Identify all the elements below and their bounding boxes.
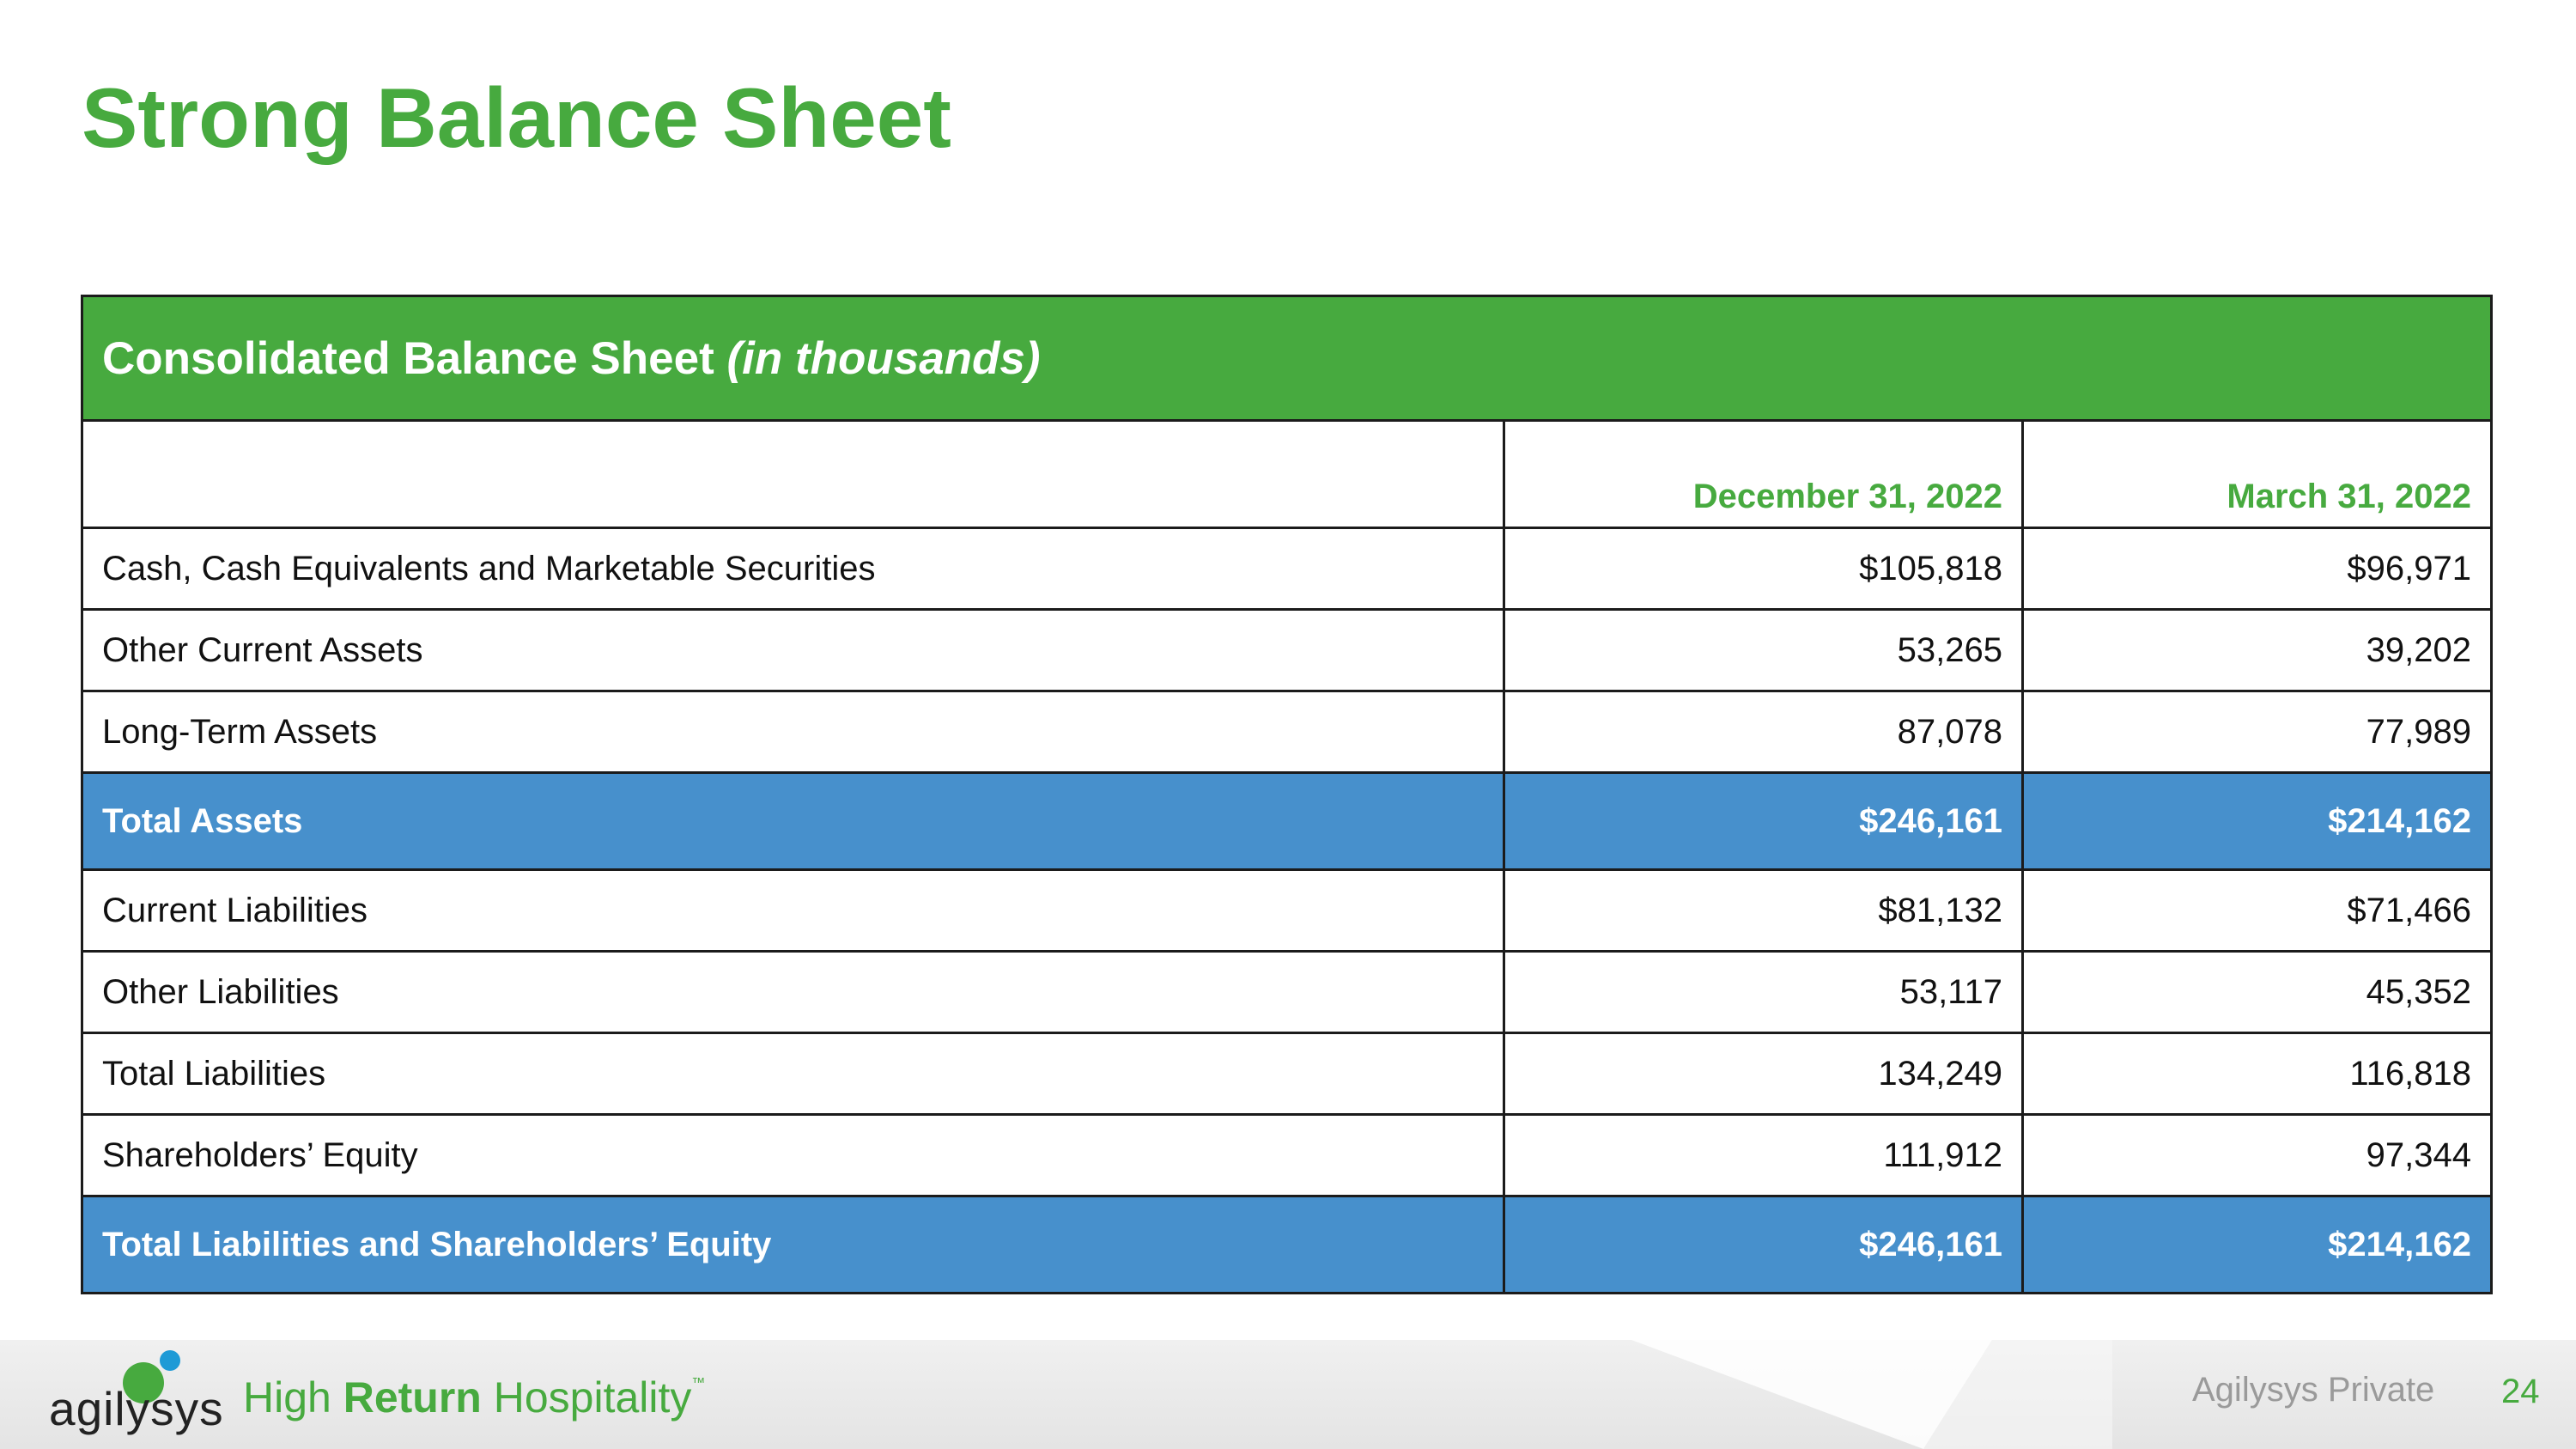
value-dec-2022: 53,265	[1504, 610, 2023, 691]
page-number: 24	[2501, 1373, 2540, 1410]
table-total-row	[82, 773, 2492, 870]
value-dec-2022: 134,249	[1504, 1033, 2023, 1115]
value-mar-2022: $214,162	[2023, 773, 2492, 870]
page-title: Strong Balance Sheet	[82, 70, 951, 165]
row-label: Other Current Assets	[82, 610, 1504, 691]
value-mar-2022: 45,352	[2023, 952, 2492, 1033]
tagline-trademark: ™	[691, 1376, 706, 1391]
column-header-dec-2022: December 31, 2022	[1504, 421, 2023, 528]
table-row	[82, 691, 2492, 773]
value-dec-2022: $246,161	[1504, 1196, 2023, 1294]
table-title-units: (in thousands)	[726, 332, 1041, 384]
value-mar-2022: 97,344	[2023, 1115, 2492, 1196]
column-header-row	[82, 421, 2492, 528]
tagline	[243, 1373, 705, 1422]
table-title-text: Consolidated Balance Sheet	[102, 332, 727, 384]
company-logo-wordmark: agilysys	[49, 1382, 224, 1435]
value-mar-2022: $96,971	[2023, 528, 2492, 610]
table-row	[82, 528, 2492, 610]
row-label: Current Liabilities	[82, 870, 1504, 952]
tagline-part3: Hospitality	[481, 1373, 692, 1422]
table-row	[82, 952, 2492, 1033]
value-dec-2022: 111,912	[1504, 1115, 2023, 1196]
value-dec-2022: 87,078	[1504, 691, 2023, 773]
table-title-row	[82, 296, 2492, 421]
table-row	[82, 610, 2492, 691]
balance-sheet-table	[81, 295, 2493, 1294]
footer-bar	[0, 1340, 2576, 1449]
table-row	[82, 870, 2492, 952]
value-mar-2022: 116,818	[2023, 1033, 2492, 1115]
table-row	[82, 1115, 2492, 1196]
tagline-part2: Return	[343, 1373, 482, 1422]
row-label: Other Liabilities	[82, 952, 1504, 1033]
value-mar-2022: $214,162	[2023, 1196, 2492, 1294]
column-header-mar-2022: March 31, 2022	[2023, 421, 2492, 528]
value-mar-2022: $71,466	[2023, 870, 2492, 952]
value-dec-2022: $105,818	[1504, 528, 2023, 610]
value-mar-2022: 39,202	[2023, 610, 2492, 691]
row-label: Total Assets	[82, 773, 1504, 870]
row-label: Shareholders’ Equity	[82, 1115, 1504, 1196]
footer-swoosh-decoration	[1631, 1340, 2112, 1449]
row-label: Long-Term Assets	[82, 691, 1504, 773]
table-row	[82, 1033, 2492, 1115]
value-dec-2022: $81,132	[1504, 870, 2023, 952]
classification-label: Agilysys Private	[2192, 1371, 2435, 1409]
row-label: Total Liabilities and Shareholders’ Equity	[82, 1196, 1504, 1294]
row-label: Total Liabilities	[82, 1033, 1504, 1115]
value-dec-2022: $246,161	[1504, 773, 2023, 870]
column-header-label	[82, 421, 1504, 528]
tagline-part1: High	[243, 1373, 343, 1422]
table-title	[82, 296, 2492, 421]
value-mar-2022: 77,989	[2023, 691, 2492, 773]
value-dec-2022: 53,117	[1504, 952, 2023, 1033]
row-label: Cash, Cash Equivalents and Marketable Securities	[82, 528, 1504, 610]
table-total-row	[82, 1196, 2492, 1294]
